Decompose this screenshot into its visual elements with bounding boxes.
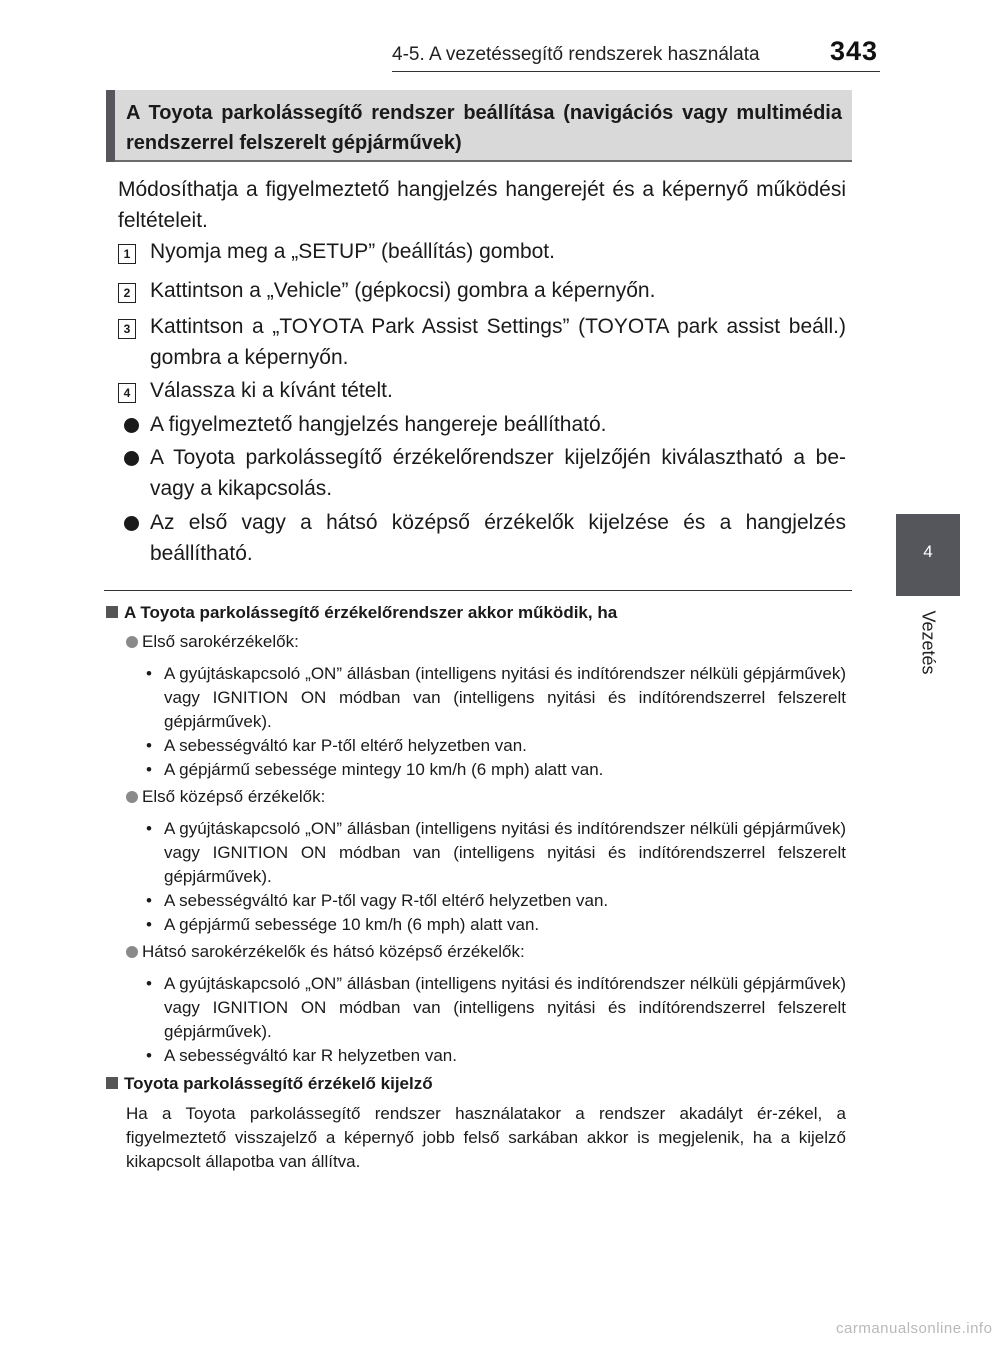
- bullet-item: [118, 409, 846, 440]
- bullet-dot-icon: [124, 451, 139, 466]
- step-number-box: 4: [118, 383, 136, 403]
- watermark: carmanualsonline.info: [836, 1320, 992, 1337]
- note-group-title-text: Hátsó sarokérzékelők és hátsó középső érzékelők:: [142, 942, 525, 961]
- step-1: [118, 236, 846, 267]
- bullet-item: [118, 507, 846, 569]
- note-list-item-text: A gyújtáskapcsoló „ON” állásban (intelligens nyitási és indítórendszer nélküli gépjárművek) vagy IGNITION ON módban van (intelligens nyitási és indítórendszerrel felszerelt gépjárművek).: [164, 819, 846, 886]
- note-list-item-text: A sebességváltó kar R helyzetben van.: [164, 1046, 457, 1065]
- note-group-title-text: Első sarokérzékelők:: [142, 632, 299, 651]
- note-list-item-text: A gyújtáskapcsoló „ON” állásban (intelligens nyitási és indítórendszer nélküli gépjárművek) vagy IGNITION ON módban van (intelligens nyitási és indítórendszerrel felszerelt gépjárművek).: [164, 974, 846, 1041]
- note-list-item: [146, 662, 846, 734]
- bullet-text: A Toyota parkolássegítő érzékelőrendszer kijelzőjén kiválasztható a be- vagy a kikapcsolás.: [150, 446, 846, 500]
- step-text: Válassza ki a kívánt tételt.: [150, 379, 393, 402]
- small-bullet-icon: •: [146, 760, 152, 779]
- note-group-title: [126, 787, 325, 807]
- gray-dot-icon: [126, 791, 138, 803]
- square-bullet-icon: [106, 1077, 118, 1089]
- chapter-label-text: Vezetés: [918, 609, 939, 675]
- chapter-label: [896, 604, 960, 680]
- bullet-text: A figyelmeztető hangjelzés hangereje beállítható.: [150, 413, 607, 436]
- note-group-title-text: Első középső érzékelők:: [142, 787, 326, 806]
- note-heading-text: A Toyota parkolássegítő érzékelőrendszer akkor működik, ha: [124, 603, 618, 622]
- section-intro: Módosíthatja a figyelmeztető hangjelzés hangerejét és a képernyő működési feltételeit.: [118, 178, 846, 232]
- note-heading: [106, 603, 617, 623]
- bullet-dot-icon: [124, 516, 139, 531]
- note-heading: [106, 1074, 433, 1094]
- small-bullet-icon: •: [146, 736, 152, 755]
- note-group-title: [126, 942, 525, 962]
- gray-dot-icon: [126, 636, 138, 648]
- small-bullet-icon: •: [146, 974, 152, 993]
- section-title: A Toyota parkolássegítő rendszer beállítása (navigációs vagy multimédia rendszerrel felszerelt gépjárművek): [126, 102, 842, 154]
- note-paragraph: Ha a Toyota parkolássegítő rendszer használatakor a rendszer akadályt ér-zékel, a figyelmeztető visszajelző a képernyő jobb felső sarkában akkor is megjelenik, ha a kijelző kikapcsolt állapotba van állítva.: [126, 1104, 846, 1171]
- gray-dot-icon: [126, 946, 138, 958]
- note-list-item: [146, 817, 846, 889]
- step-4: [118, 375, 846, 406]
- note-heading-text: Toyota parkolássegítő érzékelő kijelző: [124, 1074, 433, 1093]
- small-bullet-icon: •: [146, 915, 152, 934]
- step-3: [118, 311, 846, 373]
- note-list-item-text: A gépjármű sebessége mintegy 10 km/h (6 mph) alatt van.: [164, 760, 604, 779]
- small-bullet-icon: •: [146, 664, 152, 683]
- chapter-number: 4: [923, 542, 933, 561]
- note-list-item-text: A sebességváltó kar P-től vagy R-től eltérő helyzetben van.: [164, 891, 609, 910]
- note-list-item-text: A gépjármű sebessége 10 km/h (6 mph) alatt van.: [164, 915, 540, 934]
- step-number-box: 3: [118, 319, 136, 339]
- step-text: Kattintson a „TOYOTA Park Assist Settings” (TOYOTA park assist beáll.) gombra a képernyőn.: [150, 315, 846, 369]
- note-list-item-text: A gyújtáskapcsoló „ON” állásban (intelligens nyitási és indítórendszer nélküli gépjárművek) vagy IGNITION ON módban van (intelligens nyitási és indítórendszerrel felszerelt gépjárművek).: [164, 664, 846, 731]
- small-bullet-icon: •: [146, 891, 152, 910]
- small-bullet-icon: •: [146, 1046, 152, 1065]
- chapter-tab: [896, 514, 960, 596]
- step-number-box: 2: [118, 283, 136, 303]
- note-list-item: [146, 734, 846, 758]
- header-rule: [392, 71, 880, 72]
- note-list-item: [146, 889, 846, 913]
- square-bullet-icon: [106, 606, 118, 618]
- running-header-title: 4-5. A vezetéssegítő rendszerek használata: [392, 44, 760, 65]
- step-text: Nyomja meg a „SETUP” (beállítás) gombot.: [150, 240, 555, 263]
- section-header-bar: [106, 90, 115, 162]
- bullet-text: Az első vagy a hátsó középső érzékelők kijelzése és a hangjelzés beállítható.: [150, 511, 846, 565]
- note-list-item-text: A sebességváltó kar P-től eltérő helyzetben van.: [164, 736, 527, 755]
- note-group-title: [126, 632, 299, 652]
- step-number-box: 1: [118, 244, 136, 264]
- step-2: [118, 275, 846, 306]
- note-list-item: [146, 758, 846, 782]
- bullet-item: [118, 442, 846, 504]
- section-divider: [104, 590, 852, 591]
- note-list-item: [146, 972, 846, 1044]
- note-list-item: [146, 1044, 846, 1068]
- step-text: Kattintson a „Vehicle” (gépkocsi) gombra a képernyőn.: [150, 279, 656, 302]
- small-bullet-icon: •: [146, 819, 152, 838]
- page-number: 343: [830, 36, 879, 66]
- bullet-dot-icon: [124, 418, 139, 433]
- note-list-item: [146, 913, 846, 937]
